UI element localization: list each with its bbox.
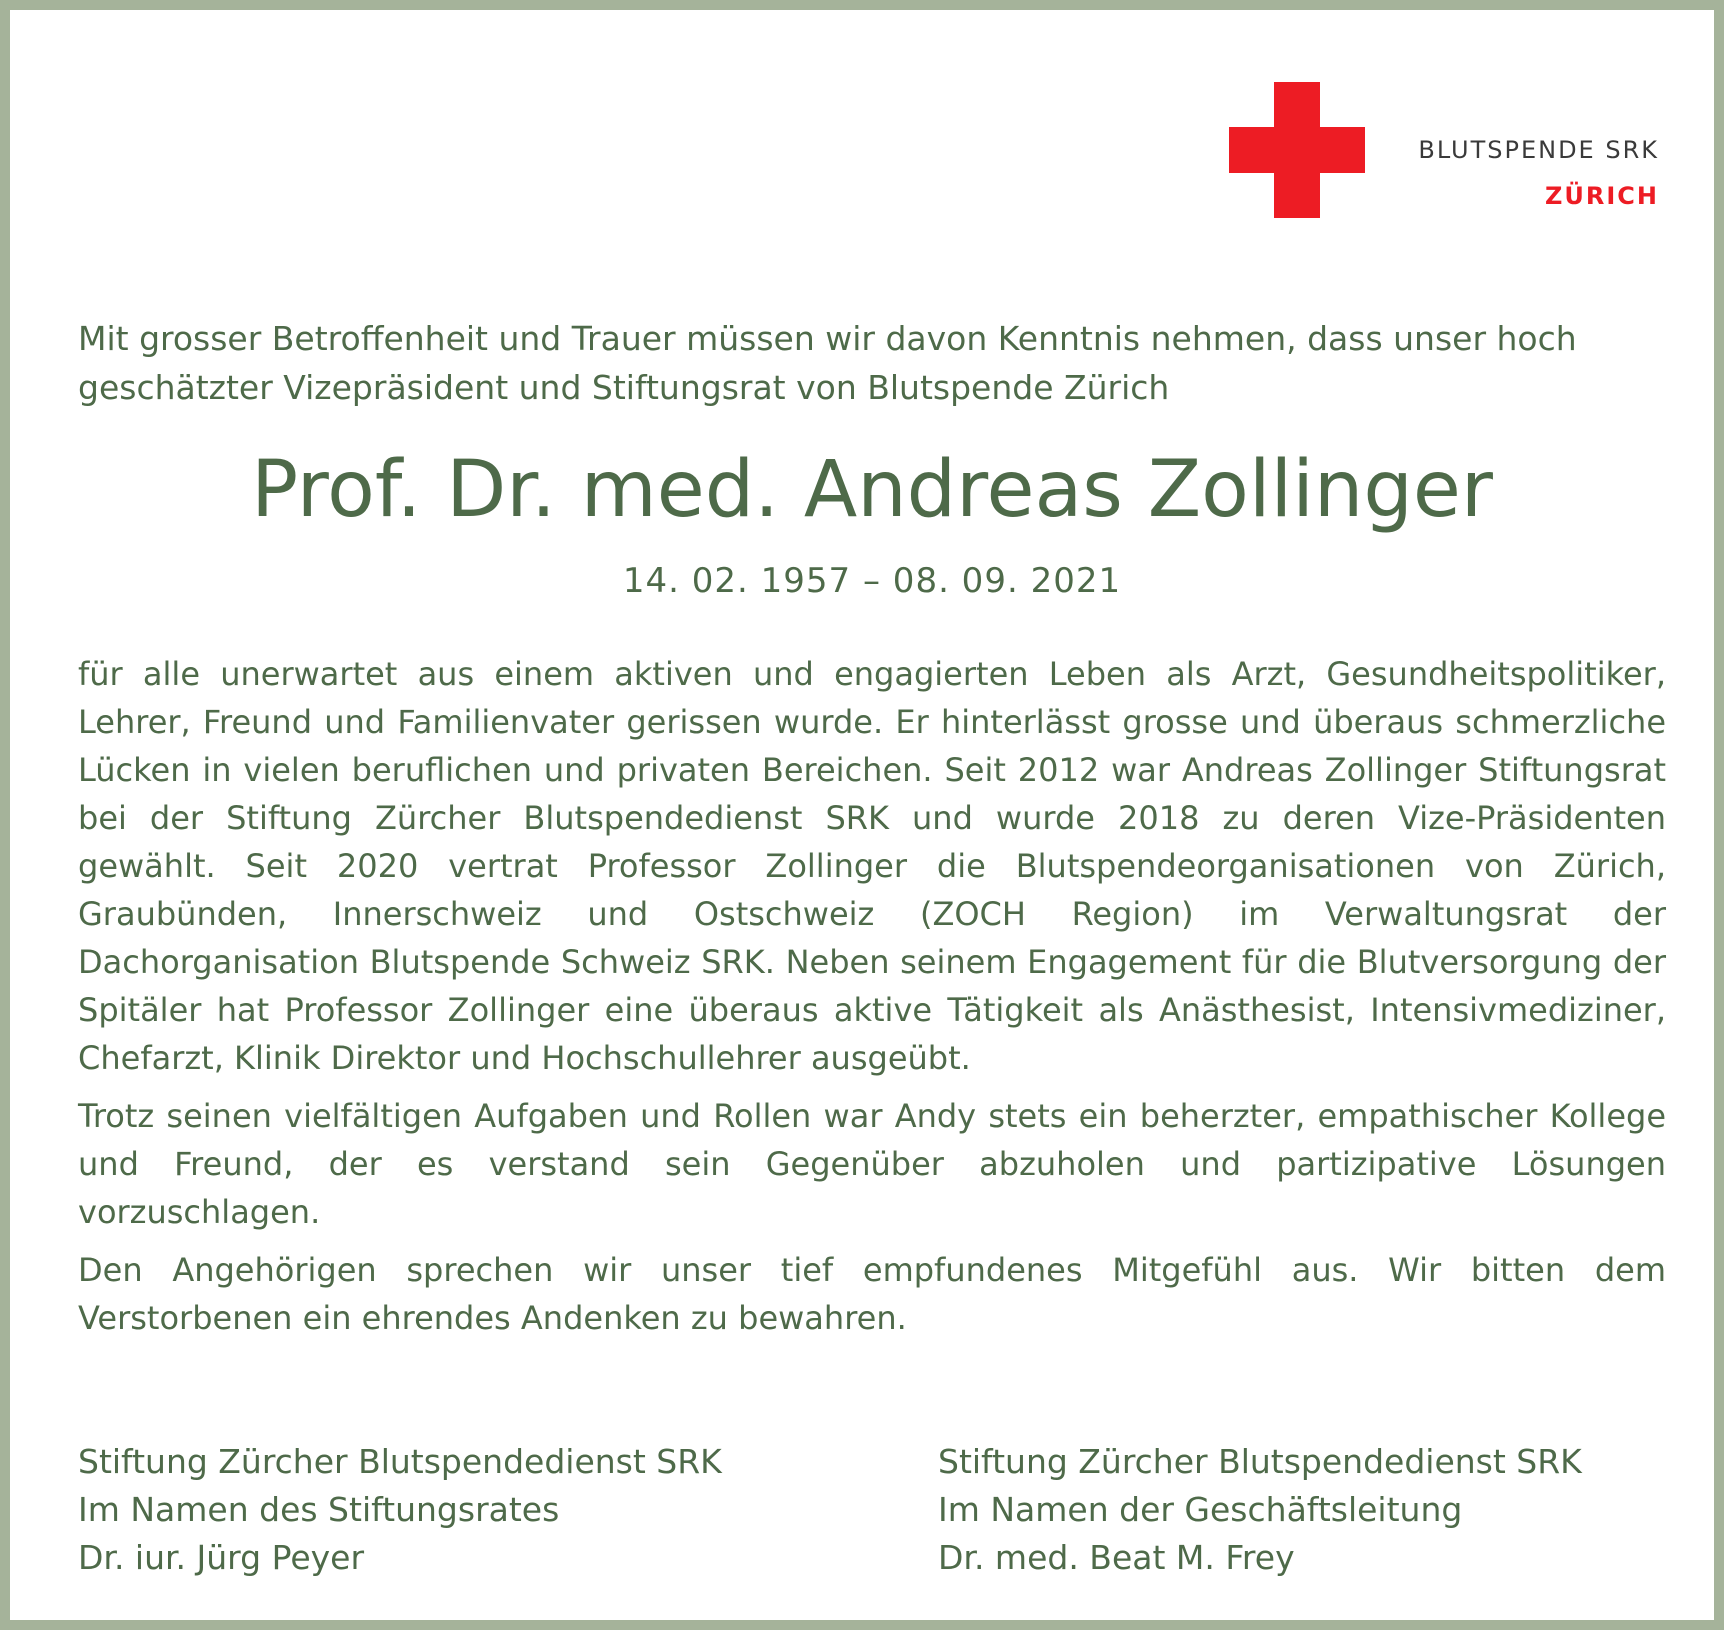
- signature-right: [938, 1438, 1582, 1582]
- logo-city: ZÜRICH: [1545, 182, 1659, 210]
- paragraph-character: Trotz seinen vielfältigen Aufgaben und Rollen war Andy stets ein beherzter, empathischer Kollege und Freund, der es verstand sein Gegenüber abzuholen und partizipative Lösungen vorzuschlagen.: [78, 1097, 1666, 1231]
- paragraph-condolences: Den Angehörigen sprechen wir unser tief empfundenes Mitgefühl aus. Wir bitten dem Verstorbenen ein ehrendes Andenken zu bewahren.: [78, 1251, 1666, 1337]
- signature-role: Im Namen des Stiftungsrates: [78, 1490, 560, 1529]
- signature-org: Stiftung Zürcher Blutspendedienst SRK: [78, 1442, 722, 1481]
- signature-left: [78, 1438, 722, 1582]
- obituary-body: [78, 650, 1666, 1352]
- signature-person: Dr. med. Beat M. Frey: [938, 1538, 1295, 1577]
- paragraph-career: für alle unerwartet aus einem aktiven und engagierten Leben als Arzt, Gesundheitspolitiker, Lehrer, Freund und Familienvater gerissen wurde. Er hinterlässt grosse und überaus schmerzliche Lücken in vielen beruflichen und privaten Bereichen. Seit 2012 war Andreas Zollinger Stiftungsrat bei der Stiftung Zürcher Blutspendedienst SRK und wurde 2018 zu deren Vize-Präsidenten gewählt. Seit 2020 vertrat Professor Zollinger die Blutspendeorganisationen von Zürich, Graubünden, Innerschweiz und Ostschweiz (ZOCH Region) im Verwaltungsrat der Dachorganisation Blutspende Schweiz SRK. Neben seinem Engagement für die Blutversorgung der Spitäler hat Professor Zollinger eine überaus aktive Tätigkeit als Anästhesist, Intensivmediziner, Chefarzt, Klinik Direktor und Hochschullehrer ausgeübt.: [78, 655, 1666, 1077]
- blutspende-logo: [1229, 82, 1659, 220]
- logo-name: BLUTSPENDE SRK: [1418, 136, 1659, 164]
- intro-text: Mit grosser Betroffenheit und Trauer müssen wir davon Kenntnis nehmen, dass unser hoch geschätzter Vizepräsident und Stiftungsrat von Blutspende Zürich: [78, 319, 1577, 407]
- life-dates: 14. 02. 1957 – 08. 09. 2021: [622, 561, 1122, 601]
- signature-role: Im Namen der Geschäftsleitung: [938, 1490, 1463, 1529]
- signature-org: Stiftung Zürcher Blutspendedienst SRK: [938, 1442, 1582, 1481]
- signature-person: Dr. iur. Jürg Peyer: [78, 1538, 365, 1577]
- deceased-name: Prof. Dr. med. Andreas Zollinger: [251, 445, 1493, 535]
- red-cross-icon: [1229, 82, 1365, 218]
